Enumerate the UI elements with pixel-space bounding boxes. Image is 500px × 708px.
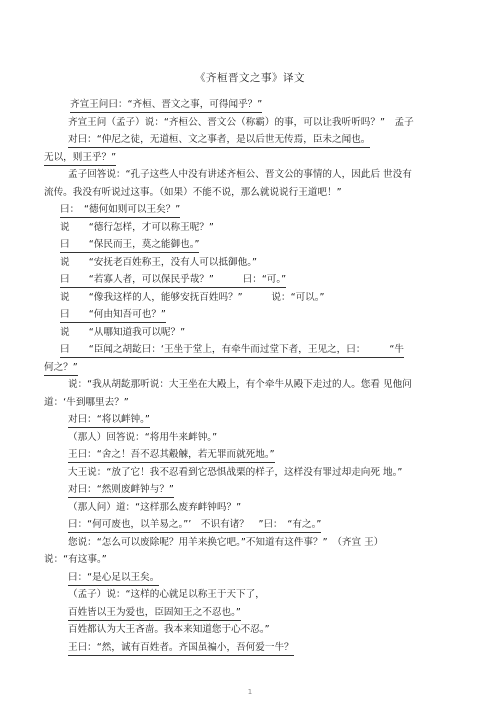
text-line: 曰：“是心足以王矣。: [68, 571, 159, 586]
text-line: 曰 “臣闻之胡龁曰：‘王坐于堂上，有牵牛而过堂下者，王见之，曰： “牛: [60, 343, 404, 358]
text-line: 曰 “若寡人者，可以保民乎哉？” 曰：“可。”: [60, 273, 286, 288]
text-line: （那人）回答说：“将用牛来衅钟。”: [68, 432, 218, 443]
page-number: 1: [247, 688, 253, 696]
text-line: 说：“有这事。”: [44, 554, 107, 565]
text-line: 曰： “德何如则可以王矣？”: [60, 203, 180, 218]
text-line: 流传。我没有听说过这事。（如果）不能不说，那么就说说行王道吧！”: [44, 187, 342, 198]
text-line: 说：“我从胡龁那听说：大王坐在大殿上，有个牵牛从殿下走过的人。您看 见他问: [68, 379, 412, 390]
text-line: 百姓皆以王为爱也，臣固知王之不忍也。”: [68, 606, 241, 621]
text-line: 孟子回答说：“孔子这些人中没有讲述齐桓公、晋文公的事情的人，因此后 世没有: [68, 169, 412, 180]
text-line: 曰 “何由知吾可也？”: [60, 308, 166, 323]
text-line: 百姓都认为大王吝啬。我本来知道您于心不忍。”: [68, 624, 270, 635]
text-line: 您说：“怎么可以废除呢？用羊来换它吧。”不知道有这件事？” （齐宣 王）: [68, 537, 384, 548]
text-line: 齐宣王问曰：“齐桓、晋文之事，可得闻乎？”: [70, 98, 262, 113]
text-line: 对曰：“将以衅钟。”: [68, 413, 150, 428]
text-line: 王曰：“然，诚有百姓者。齐国虽褊小，吾何爱一牛？: [68, 641, 294, 656]
text-line: 道：‘牛到哪里去？”: [44, 397, 129, 408]
text-line: （那人问）道：“这样那么废弃衅钟吗？”: [68, 502, 242, 513]
text-line: 曰 “保民而王，莫之能御也。”: [60, 238, 199, 253]
text-line: 大王说：“放了它！我不忍看到它恐惧战栗的样子，这样没有罪过却走向死 地。”: [68, 467, 403, 478]
text-line: 说 “安抚老百姓称王，没有人可以抵御他。”: [60, 257, 258, 268]
text-line: （孟子）说：“这样的心就足以称王于天下了，: [68, 589, 265, 600]
text-line: 何之？”: [44, 361, 78, 376]
text-line: 说 “德行怎样，才可以称王呢？”: [60, 222, 214, 233]
text-line: 对曰：“然则废衅钟与？”: [68, 483, 174, 498]
text-line: 王曰：“舍之！吾不忍其觳觫，若无罪而就死地。”: [68, 448, 275, 463]
text-line: 说 “从哪知道我可以呢？”: [60, 327, 186, 338]
text-line: 无以，则王乎？”: [44, 151, 116, 166]
text-line: 齐宣王问（孟子）说：“齐桓公、晋文公（称霸）的事，可以让我听听吗？” 孟子: [68, 117, 414, 128]
text-line: 曰：“何可废也，以羊易之。”’ 不识有诸？ ”曰： “有之。”: [68, 518, 321, 533]
text-line: 对曰：“仲尼之徒，无道桓、文之事者，是以后世无传焉，臣未之闻也。: [68, 133, 370, 148]
text-line: 说 “像我这样的人，能够安抚百姓吗？” 说：“可以。”: [60, 292, 325, 303]
document-title: 《齐桓晋文之事》译文: [195, 72, 305, 84]
